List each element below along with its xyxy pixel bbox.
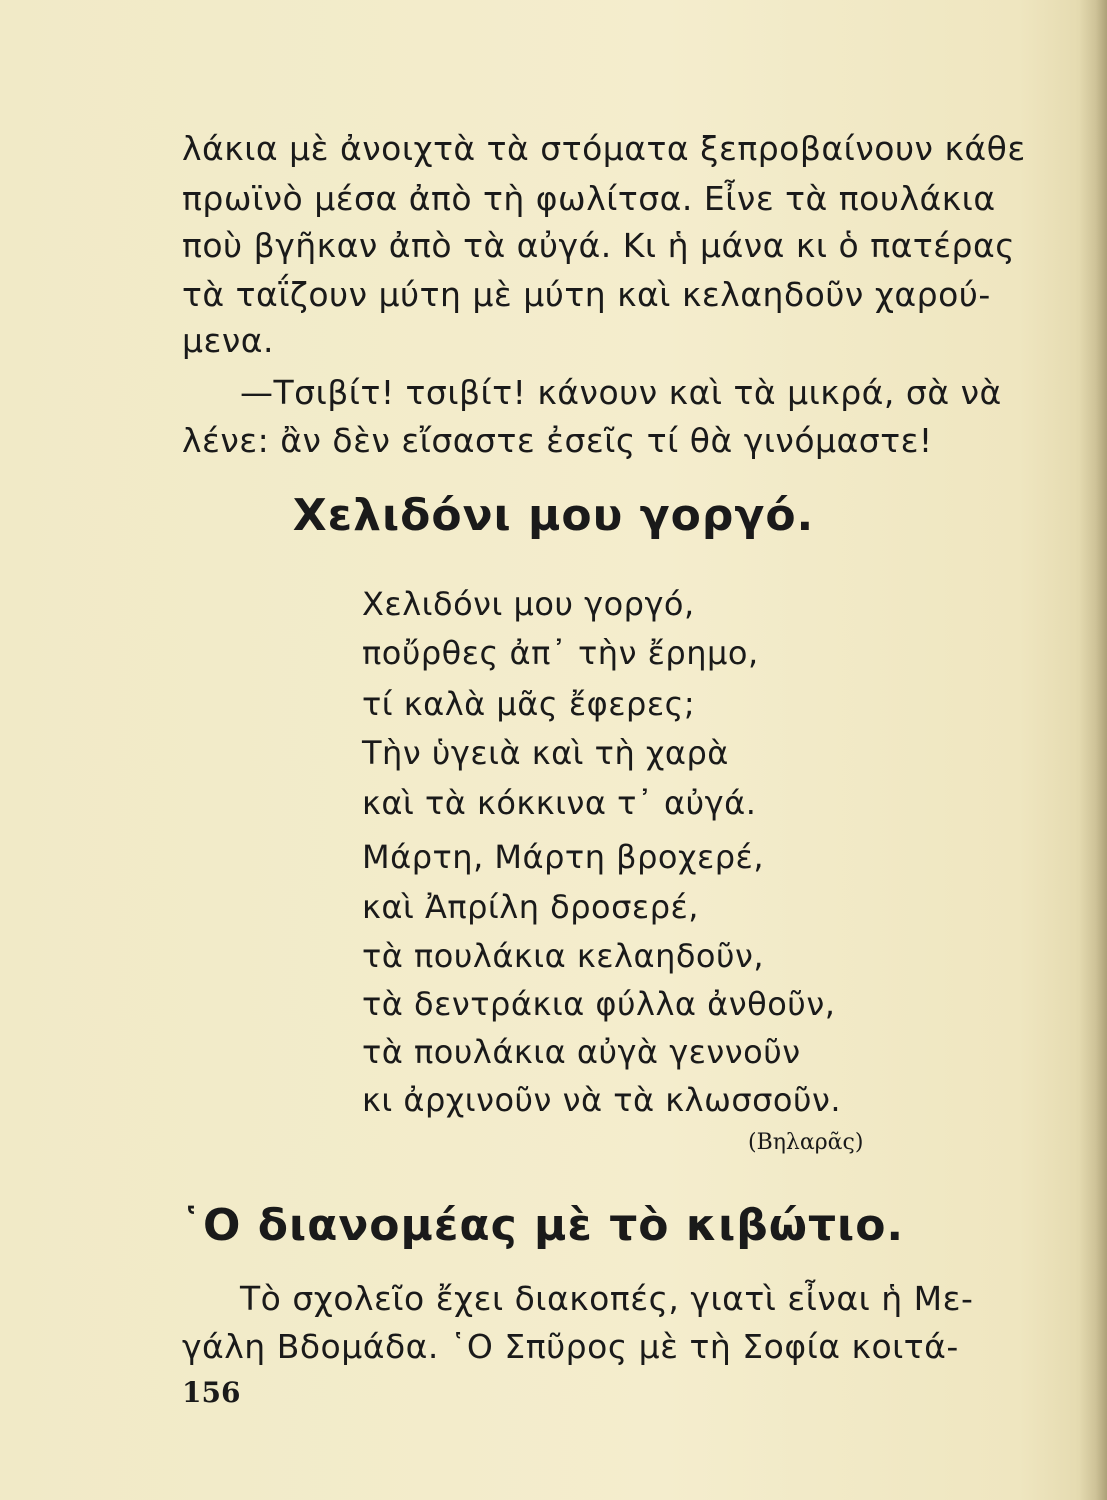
verse-line: κι ἀρχινοῦν νὰ τὰ κλωσσοῦν.: [362, 1081, 842, 1119]
verse-line: Χελιδόνι μου γοργό,: [362, 585, 695, 623]
dialog-line-1: —Τσιβίτ! τσιβίτ! κάνουν καὶ τὰ μικρά, σὰ νὰ: [240, 373, 1002, 412]
dialog-line-2: λένε: ἂν δὲν εἴσαστε ἐσεῖς τί θὰ γινόμαστε!: [182, 421, 933, 460]
poem-title: Χελιδόνι μου γοργό.: [292, 490, 815, 541]
verse-line: καὶ τὰ κόκκινα τ᾽ αὐγά.: [362, 784, 757, 822]
page-number: 156: [182, 1376, 241, 1409]
verse-line: τὰ πουλάκια αὐγὰ γεννοῦν: [362, 1033, 801, 1071]
verse-line: ποὔρθες ἀπ᾽ τὴν ἔρημο,: [362, 634, 759, 672]
verse-line: τὰ πουλάκια κελαηδοῦν,: [362, 937, 765, 975]
verse-line: Τὴν ὑγειὰ καὶ τὴ χαρὰ: [362, 734, 729, 772]
verse-line: τί καλὰ μᾶς ἔφερες;: [362, 685, 696, 723]
page-gutter-shadow: [1079, 0, 1107, 1500]
intro-line-4: τὰ ταΐζουν μύτη μὲ μύτη καὶ κελαηδοῦν χαρού-: [182, 275, 991, 314]
intro-line-3: ποὺ βγῆκαν ἀπὸ τὰ αὐγά. Κι ἡ μάνα κι ὁ πατέρας: [182, 226, 1016, 265]
section-line-1: Τὸ σχολεῖο ἔχει διακοπές, γιατὶ εἶναι ἡ Με-: [240, 1279, 974, 1318]
intro-line-5: μενα.: [182, 321, 275, 360]
section-title: ῾Ο διανομέας μὲ τὸ κιβώτιο.: [180, 1200, 905, 1251]
verse-line: καὶ Ἀπρίλη δροσερέ,: [362, 888, 699, 926]
intro-line-2: πρωϊνὸ μέσα ἀπὸ τὴ φωλίτσα. Εἶνε τὰ πουλάκια: [182, 179, 996, 218]
section-line-2: γάλη Βδομάδα. ῾Ο Σπῦρος μὲ τὴ Σοφία κοιτά-: [182, 1327, 959, 1366]
poem-author: (Βηλαρᾶς): [748, 1130, 864, 1155]
intro-line-1: λάκια μὲ ἀνοιχτὰ τὰ στόματα ξεπροβαίνουν κάθε: [182, 129, 1026, 168]
verse-line: τὰ δεντράκια φύλλα ἀνθοῦν,: [362, 985, 836, 1023]
verse-line: Μάρτη, Μάρτη βροχερέ,: [362, 838, 765, 876]
